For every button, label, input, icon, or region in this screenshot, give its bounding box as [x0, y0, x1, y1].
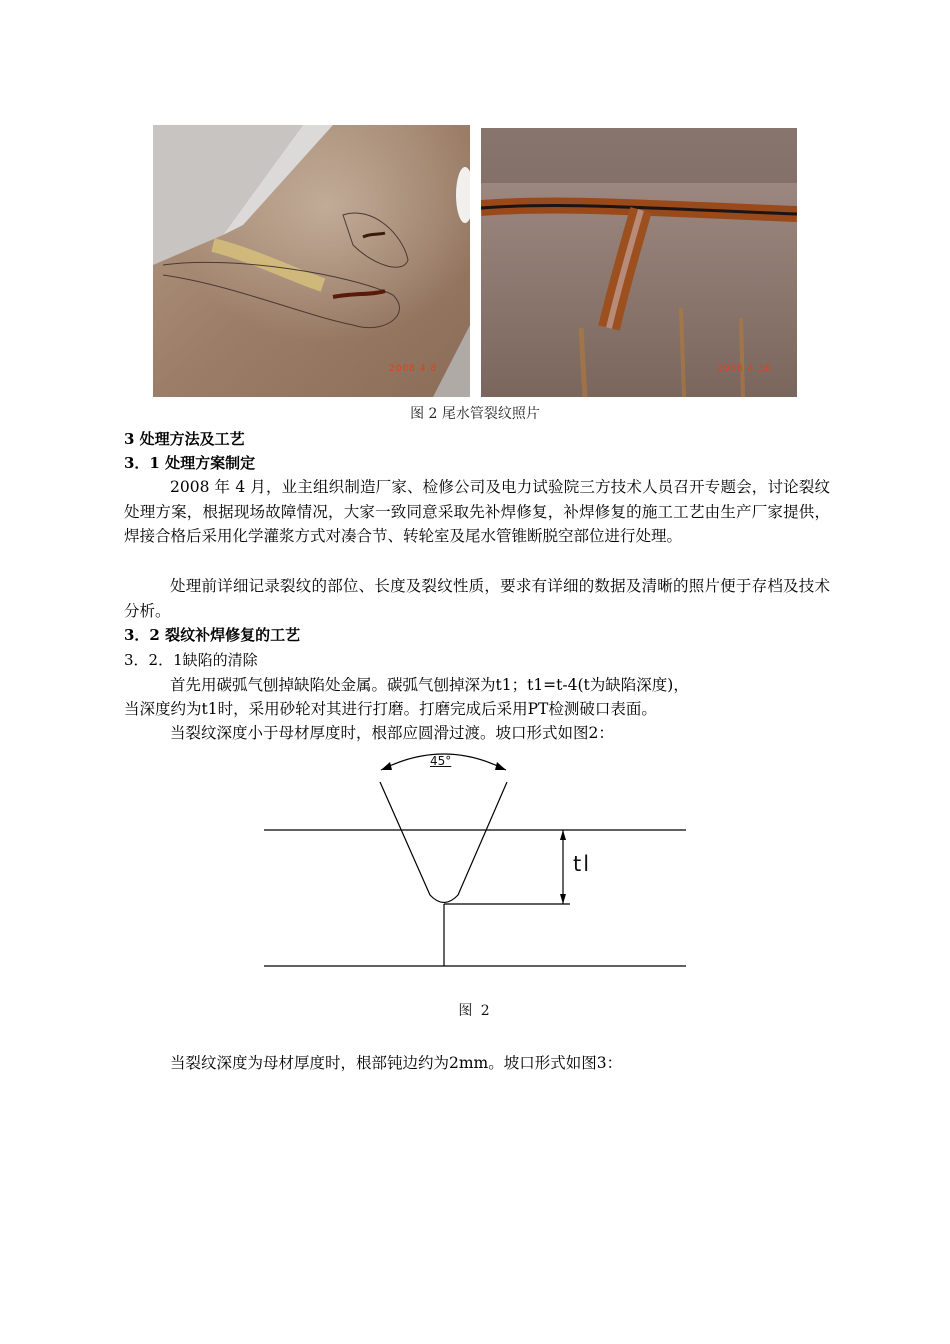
crack-photo-right	[481, 128, 797, 397]
groove-depth-label: tl	[573, 852, 592, 876]
left-photo-datestamp: 2008 4 8	[389, 364, 438, 374]
groove-figure-caption: 图 2	[458, 1003, 492, 1019]
section-3-1-paragraph-1: 2008 年 4 月，业主组织制造厂家、检修公司及电力试验院三方技术人员召开专题会，讨论裂纹处理方案，根据现场故障情况，大家一致同意采取先补焊修复，补焊修复的施工工艺由生产厂家提供，焊接合格后采用化学灌浆方式对凑合节、转轮室及尾水管锥断脱空部位进行处理。	[124, 478, 830, 545]
section-3-2-heading: 3．2 裂纹补焊修复的工艺	[124, 626, 301, 644]
section-3-heading: 3 处理方法及工艺	[124, 430, 245, 448]
crack-photo-left	[153, 125, 470, 397]
section-3-2-1-paragraph-3: 当裂纹深度为母材厚度时，根部钝边约为2mm。坡口形式如图3：	[170, 1054, 623, 1072]
groove-angle-label: 45°	[430, 754, 452, 768]
section-3-2-1-heading: 3．2．1缺陷的清除	[124, 651, 258, 669]
right-photo-datestamp: 2008 4 10	[717, 364, 772, 374]
section-3-2-1-paragraph-1-line-2: 当深度约为t1时，采用砂轮对其进行打磨。打磨完成后采用PT检测破口表面。	[124, 700, 657, 718]
section-3-1-heading: 3．1 处理方案制定	[124, 454, 256, 472]
photo-figure-caption: 图 2 尾水管裂纹照片	[410, 406, 540, 422]
section-3-1-paragraph-2: 处理前详细记录裂纹的部位、长度及裂纹性质，要求有详细的数据及清晰的照片便于存档及技术分析。	[124, 577, 830, 620]
section-3-2-1-paragraph-1-line-1: 首先用碳弧气刨掉缺陷处金属。碳弧气刨掉深为t1；t1=t-4(t为缺陷深度)，	[170, 676, 689, 694]
section-3-2-1-paragraph-2: 当裂纹深度小于母材厚度时，根部应圆滑过渡。坡口形式如图2：	[170, 724, 614, 742]
